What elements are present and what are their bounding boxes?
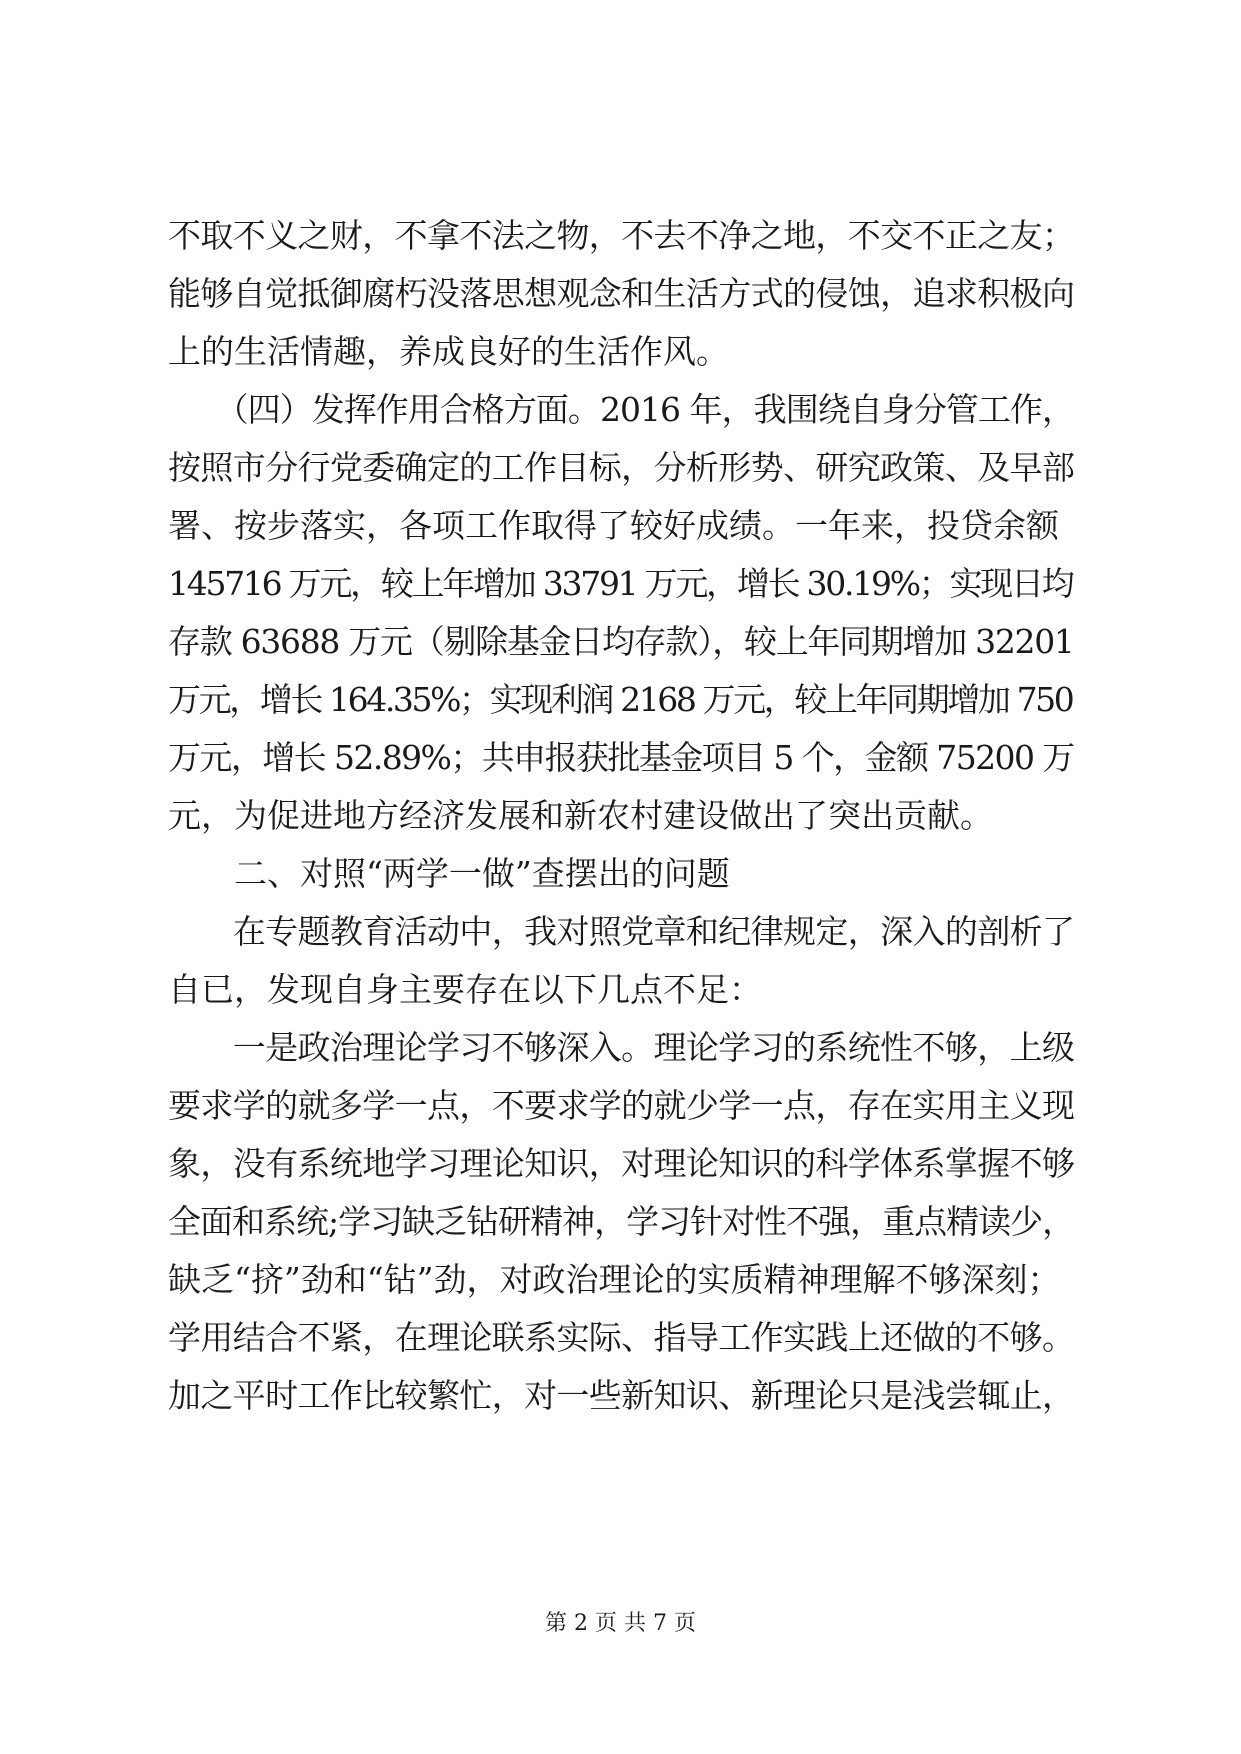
body-line-19: 缺乏“挤”劲和“钻”劲，对政治理论的实质精神理解不够深刻；	[168, 1260, 1061, 1299]
body-line-9: 万元，增长 164.35%；实现利润 2168 万元，较上年同期增加 750	[168, 680, 1073, 719]
body-line-17: 象，没有系统地学习理论知识，对理论知识的科学体系掌握不够	[168, 1144, 1075, 1183]
page-footer: 第 2 页 共 7 页	[545, 1611, 696, 1636]
body-line-11: 元，为促进地方经济发展和新农村建设做出了突出贡献。	[168, 796, 993, 835]
body-line-13: 在专题教育活动中，我对照党章和纪律规定，深入的剖析了	[168, 912, 1075, 951]
body-line-8: 存款 63688 万元（剔除基金日均存款），较上年同期增加 32201	[168, 622, 1074, 661]
body-line-4: （四）发挥作用合格方面。2016 年，我围绕自身分管工作，	[168, 390, 1074, 429]
body-line-5: 按照市分行党委确定的工作目标，分析形势、研究政策、及早部	[168, 448, 1075, 487]
body-line-14: 自已，发现自身主要存在以下几点不足：	[168, 970, 762, 1009]
body-line-1: 不取不义之财，不拿不法之物，不去不净之地，不交不正之友；	[168, 216, 1075, 255]
body-line-18: 全面和系统;学习缺乏钻研精神，学习针对性不强，重点精读少，	[168, 1202, 1075, 1241]
body-line-10: 万元，增长 52.89%；共申报获批基金项目 5 个，金额 75200 万	[168, 738, 1074, 777]
body-line-15: 一是政治理论学习不够深入。理论学习的系统性不够，上级	[168, 1028, 1075, 1067]
body-line-2: 能够自觉抵御腐朽没落思想观念和生活方式的侵蚀，追求积极向	[168, 274, 1075, 313]
body-line-7: 145716 万元，较上年增加 33791 万元，增长 30.19%；实现日均	[168, 564, 1073, 603]
body-line-3: 上的生活情趣，养成良好的生活作风。	[168, 332, 729, 371]
body-line-21: 加之平时工作比较繁忙，对一些新知识、新理论只是浅尝辄止，	[168, 1376, 1075, 1415]
body-line-16: 要求学的就多学一点，不要求学的就少学一点，存在实用主义现	[168, 1086, 1075, 1125]
section-heading-2: 二、对照“两学一做”查摆出的问题	[168, 854, 730, 893]
body-line-20: 学用结合不紧，在理论联系实际、指导工作实践上还做的不够。	[168, 1318, 1075, 1357]
body-line-6: 署、按步落实，各项工作取得了较好成绩。一年来，投贷余额	[168, 506, 1059, 545]
